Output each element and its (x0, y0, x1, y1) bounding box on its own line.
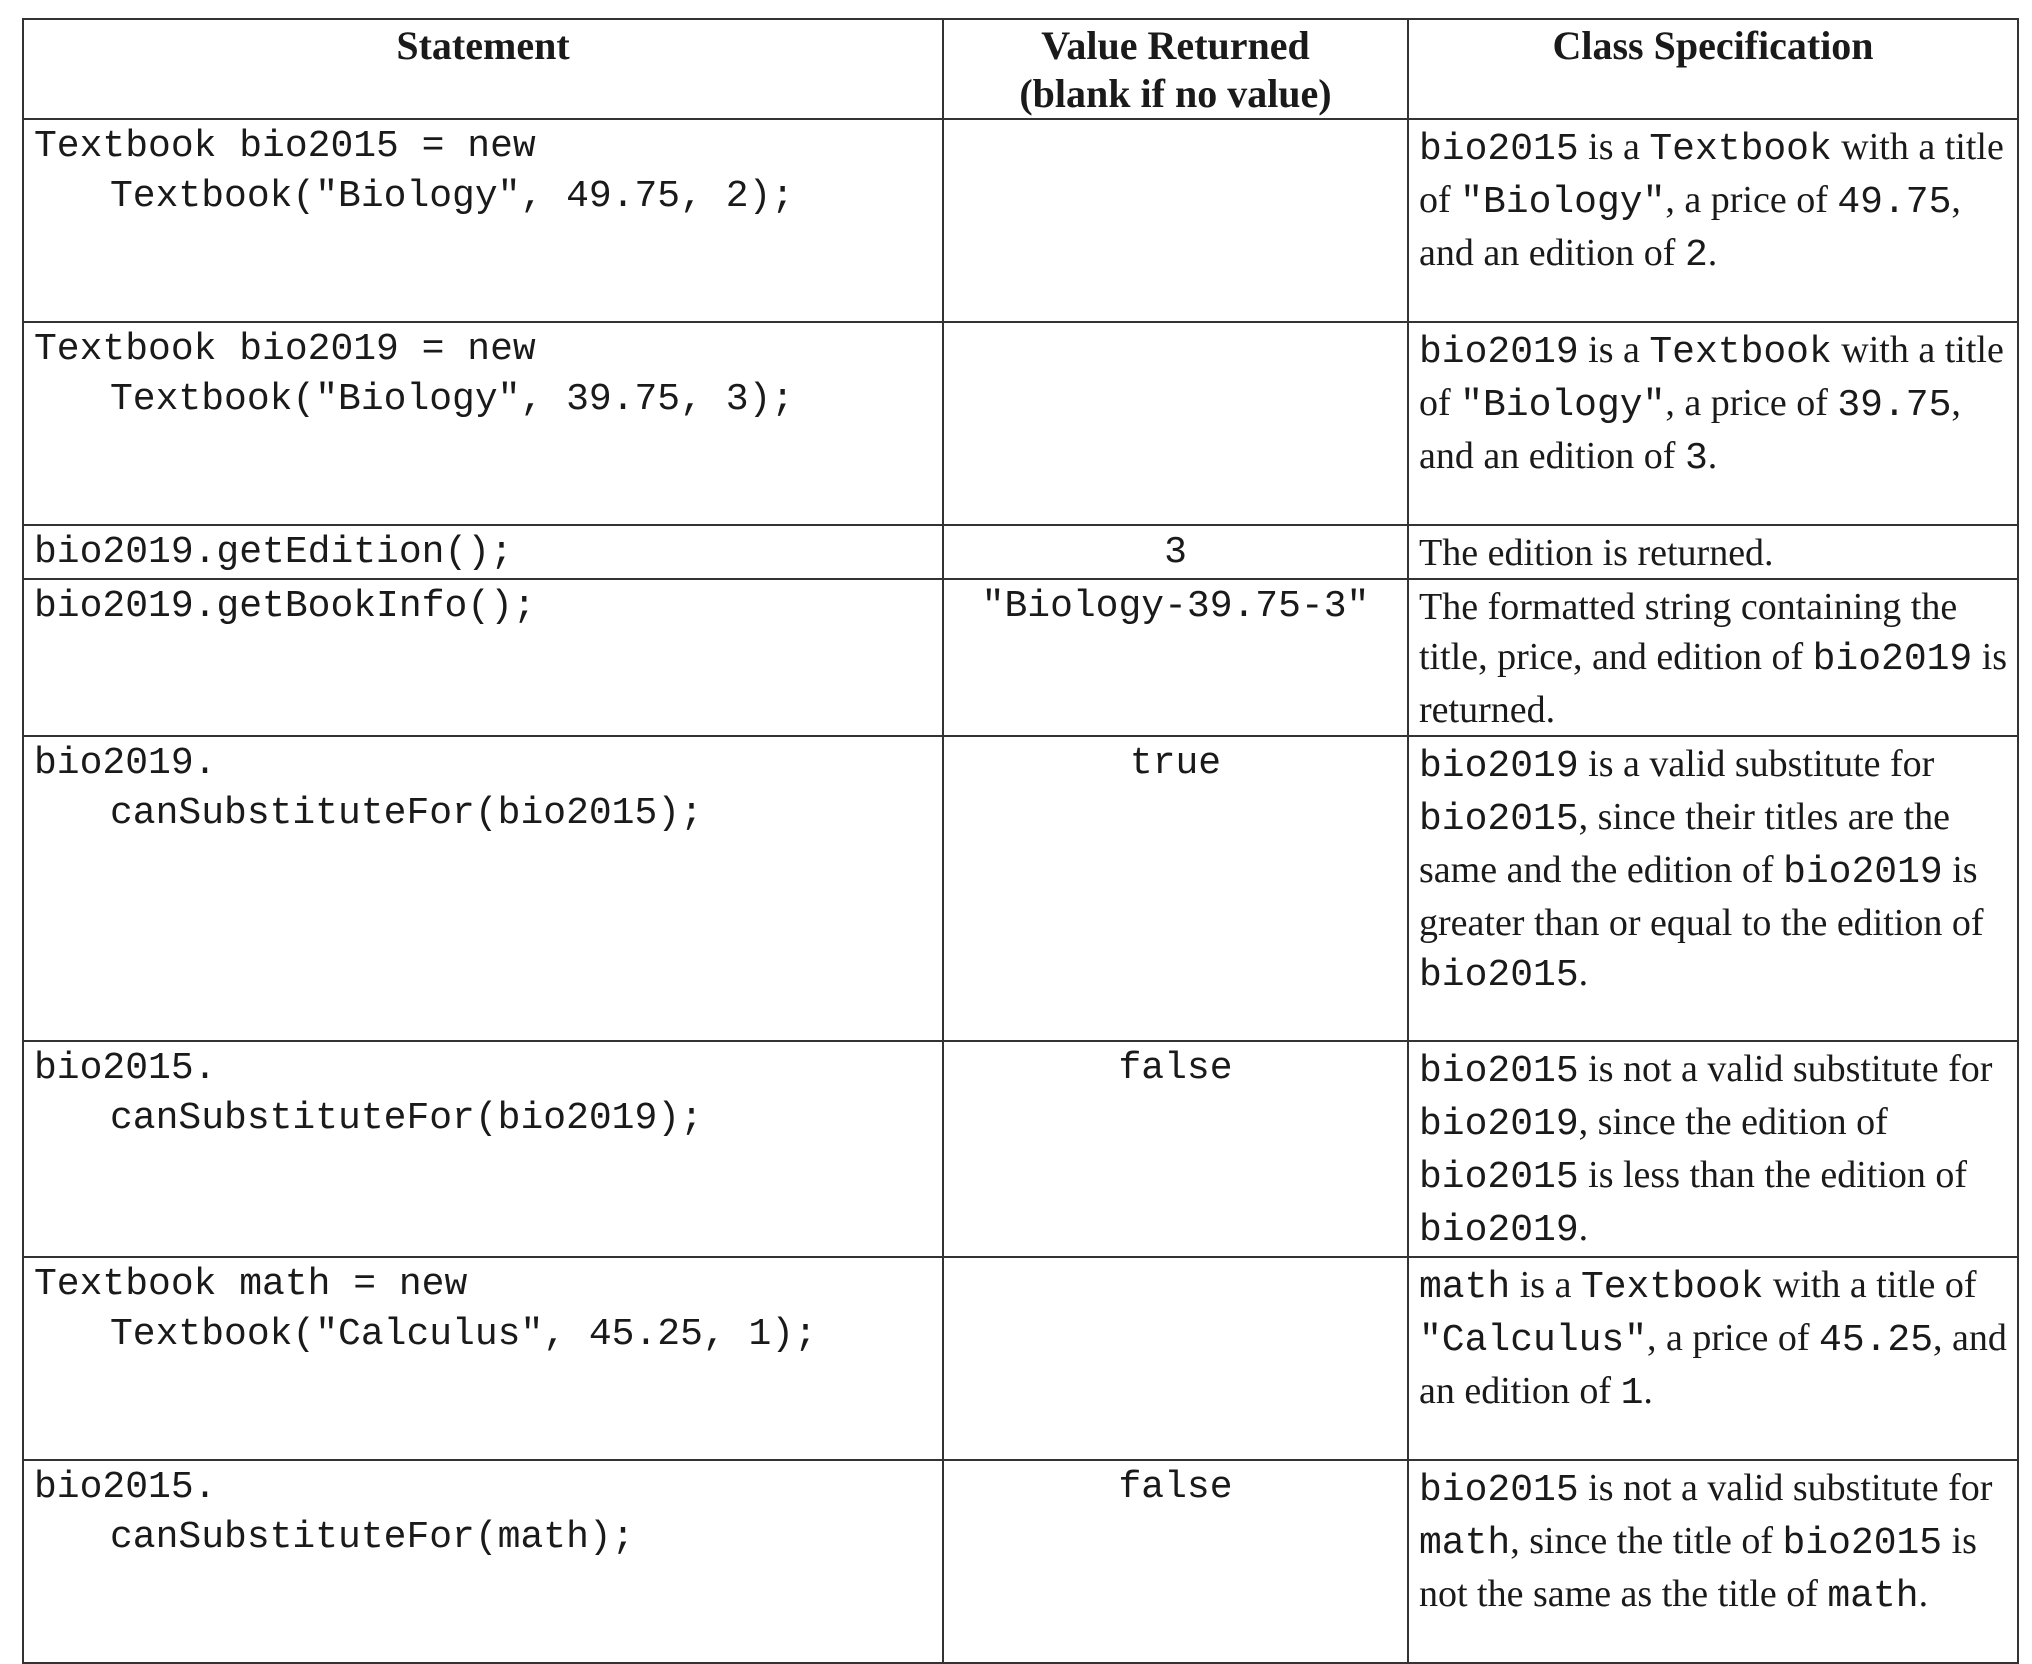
spec-code-fragment: 39.75 (1837, 384, 1952, 427)
spec-code-fragment: bio2015 (1419, 954, 1579, 997)
statement-continuation: canSubstituteFor(bio2015); (110, 792, 703, 835)
statement-cell (23, 579, 943, 736)
statement-continuation: Textbook("Biology", 39.75, 3); (110, 378, 795, 421)
spec-text-fragment: , a price of (1647, 1317, 1820, 1359)
header-class-spec-label: Class Specification (1552, 23, 1874, 68)
spec-code-fragment: bio2019 (1419, 331, 1579, 374)
header-statement (23, 19, 943, 119)
spec-text-fragment: is not a valid substitute for (1578, 1048, 1993, 1090)
spec-code-fragment: math (1419, 1522, 1511, 1565)
value-cell (943, 119, 1408, 322)
specification-table (22, 18, 2019, 1664)
spec-text-fragment: . (1643, 1370, 1653, 1412)
spec-text-fragment: The formatted string containing the title, price, and edition of (1419, 586, 1958, 678)
spec-text-fragment: The edition is returned. (1419, 532, 1774, 574)
spec-text (1409, 1461, 2017, 1622)
value-returned: "Biology-39.75-3" (981, 585, 1370, 628)
spec-code-fragment: bio2019 (1419, 1103, 1579, 1146)
spec-text-fragment: is returned. (1419, 636, 2008, 731)
spec-text-fragment: is less than the edition of (1578, 1154, 1968, 1196)
header-value-returned-line1: Value Returned (1041, 23, 1310, 68)
spec-code-fragment: bio2015 (1419, 798, 1579, 841)
table-row (23, 736, 2018, 1041)
spec-text-fragment: is not a valid substitute for (1578, 1467, 1993, 1509)
spec-code-fragment: bio2019 (1419, 745, 1579, 788)
statement-line: Textbook math = new (34, 1263, 468, 1306)
value-cell (943, 736, 1408, 1041)
spec-code-fragment: bio2015 (1419, 128, 1579, 171)
statement-cell (23, 1041, 943, 1257)
statement-line: Textbook bio2015 = new (34, 125, 536, 168)
spec-cell (1408, 119, 2018, 322)
value-cell (943, 1257, 1408, 1460)
spec-text-fragment: with a title of (1419, 329, 2004, 424)
spec-code-fragment: 49.75 (1837, 181, 1952, 224)
spec-code-fragment: 3 (1684, 437, 1708, 480)
spec-text-fragment: is a (1510, 1264, 1581, 1306)
spec-code-fragment: bio2019 (1783, 851, 1943, 894)
statement-line: bio2019. (34, 742, 217, 785)
spec-text-fragment: . (1578, 1207, 1589, 1249)
spec-text-fragment: . (1707, 435, 1718, 477)
table-row (23, 322, 2018, 525)
spec-text (1409, 323, 2017, 484)
spec-text (1409, 1042, 2017, 1256)
statement-line: bio2019.getBookInfo(); (34, 585, 536, 628)
spec-code-fragment: bio2015 (1419, 1469, 1579, 1512)
statement-line: Textbook bio2019 = new (34, 328, 536, 371)
spec-code-fragment: bio2019 (1419, 1209, 1579, 1252)
spec-text-fragment: . (1918, 1573, 1929, 1615)
spec-cell (1408, 579, 2018, 736)
spec-text-fragment: , and an edition of (1419, 1317, 2007, 1412)
spec-text-fragment: , and an edition of (1419, 382, 1961, 477)
table-row (23, 525, 2018, 579)
spec-code-fragment: "Biology" (1460, 384, 1666, 427)
value-returned (944, 1258, 1407, 1260)
spec-code-fragment: Textbook (1649, 128, 1832, 171)
statement-cell (23, 119, 943, 322)
spec-code-fragment: "Calculus" (1419, 1319, 1648, 1362)
spec-cell (1408, 1257, 2018, 1460)
spec-text-fragment: is a (1578, 126, 1650, 168)
value-returned: false (1118, 1047, 1233, 1090)
value-returned: false (1118, 1466, 1233, 1509)
spec-text-fragment: . (1578, 952, 1589, 994)
spec-code-fragment: math (1419, 1266, 1511, 1309)
spec-code-fragment: Textbook (1580, 1266, 1764, 1309)
spec-code-fragment: bio2019 (1812, 638, 1973, 681)
table-row (23, 1257, 2018, 1460)
statement-continuation: Textbook("Calculus", 45.25, 1); (110, 1313, 817, 1356)
value-cell (943, 1460, 1408, 1663)
value-returned: 3 (1164, 531, 1187, 574)
spec-text-fragment: with a title of (1763, 1264, 1977, 1306)
spec-text-fragment: with a title of (1419, 126, 2004, 221)
spec-text (1409, 526, 2017, 578)
header-value-returned-line2: (blank if no value) (1019, 71, 1332, 116)
spec-cell (1408, 525, 2018, 579)
spec-code-fragment: bio2015 (1419, 1050, 1579, 1093)
header-class-specification (1408, 19, 2018, 119)
spec-code-fragment: bio2015 (1419, 1156, 1579, 1199)
spec-code-fragment: Textbook (1649, 331, 1832, 374)
spec-text-fragment: , a price of (1665, 382, 1838, 424)
statement-continuation: canSubstituteFor(bio2019); (110, 1097, 703, 1140)
spec-text (1409, 120, 2017, 281)
spec-text (1409, 580, 2017, 735)
value-cell (943, 579, 1408, 736)
statement-continuation: Textbook("Biology", 49.75, 2); (110, 175, 795, 218)
spec-code-fragment: 45.25 (1819, 1319, 1934, 1362)
header-statement-label: Statement (396, 23, 570, 68)
value-cell (943, 322, 1408, 525)
spec-text-fragment: , and an edition of (1419, 179, 1961, 274)
spec-cell (1408, 322, 2018, 525)
spec-text-fragment: . (1707, 232, 1718, 274)
spec-text-fragment: , since the title of (1510, 1520, 1783, 1562)
statement-cell (23, 1257, 943, 1460)
spec-text-fragment: is a (1578, 329, 1650, 371)
statement-line: bio2019.getEdition(); (34, 531, 513, 574)
statement-cell (23, 525, 943, 579)
header-row (23, 19, 2018, 119)
statement-cell (23, 322, 943, 525)
table-row (23, 1041, 2018, 1257)
table-row (23, 579, 2018, 736)
spec-text-fragment: is greater than or equal to the edition of (1419, 849, 1984, 944)
spec-cell (1408, 1041, 2018, 1257)
spec-text-fragment: , since their titles are the same and the edition of (1419, 796, 1951, 891)
spec-cell (1408, 736, 2018, 1041)
value-cell (943, 1041, 1408, 1257)
header-value-returned (943, 19, 1408, 119)
spec-code-fragment: math (1827, 1575, 1919, 1618)
spec-text-fragment: is not the same as the title of (1419, 1520, 1977, 1615)
spec-text-fragment: , since the edition of (1578, 1101, 1888, 1143)
spec-text-fragment: is a valid substitute for (1578, 743, 1935, 785)
spec-code-fragment: "Biology" (1460, 181, 1666, 224)
statement-cell (23, 1460, 943, 1663)
value-cell (943, 525, 1408, 579)
table-row (23, 1460, 2018, 1663)
spec-code-fragment: 1 (1620, 1372, 1644, 1415)
statement-continuation: canSubstituteFor(math); (110, 1516, 635, 1559)
statement-line: bio2015. (34, 1466, 217, 1509)
statement-line: bio2015. (34, 1047, 217, 1090)
table-row (23, 119, 2018, 322)
spec-text (1409, 737, 2017, 1001)
value-returned: true (1129, 742, 1222, 785)
statement-cell (23, 736, 943, 1041)
spec-code-fragment: bio2015 (1782, 1522, 1943, 1565)
spec-cell (1408, 1460, 2018, 1663)
spec-code-fragment: 2 (1684, 234, 1708, 277)
spec-text-fragment: , a price of (1665, 179, 1838, 221)
value-returned (944, 120, 1407, 122)
value-returned (944, 323, 1407, 325)
spec-text (1409, 1258, 2017, 1419)
